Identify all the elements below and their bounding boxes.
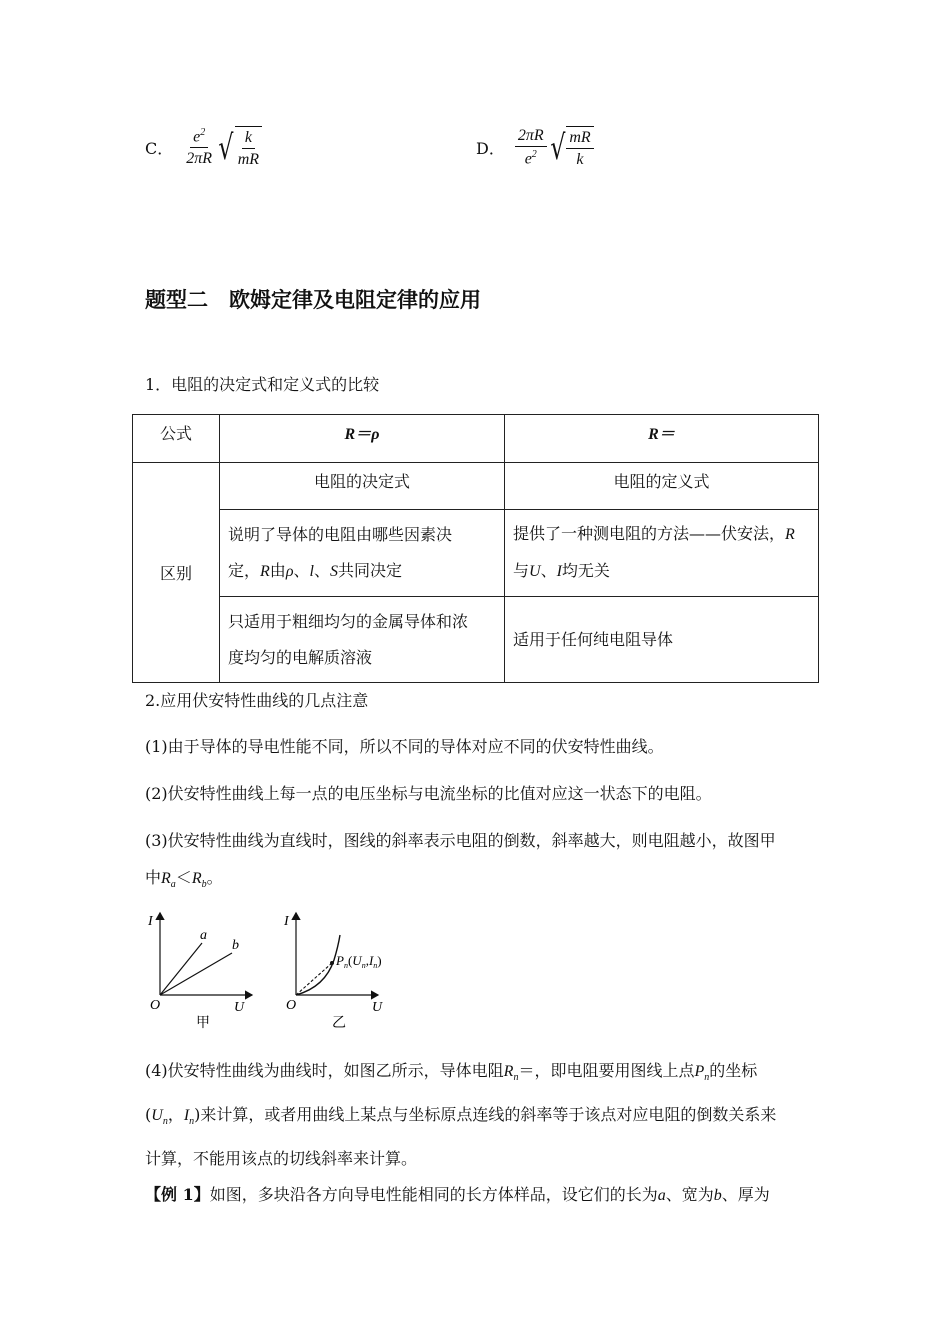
option-c xyxy=(145,126,262,169)
table-cell-decision-scope: 只适用于粗细均匀的金属导体和浓 度均匀的电解质溶液 xyxy=(220,597,505,683)
line-b xyxy=(160,953,232,995)
option-c-sqrt-num: k xyxy=(242,129,255,149)
item1-title: 1．电阻的决定式和定义式的比较 xyxy=(145,375,380,394)
option-d-den-exp: 2 xyxy=(531,148,537,160)
option-c-fraction xyxy=(183,127,215,168)
option-c-label: C． xyxy=(145,139,174,158)
option-c-den: 2πR xyxy=(186,150,213,168)
option-d-den: e xyxy=(524,150,532,168)
option-d xyxy=(476,126,594,169)
label-a: a xyxy=(200,928,207,943)
item2-title: 2.应用伏安特性曲线的几点注意 xyxy=(145,691,369,710)
table-header-col1: R＝ρ xyxy=(220,415,505,463)
option-c-sqrt-den: mR xyxy=(237,151,260,168)
option-d-label: D． xyxy=(476,139,505,158)
table-cell-decision-desc: 说明了导体的电阻由哪些因素决 定，R由ρ、l、S共同决定 xyxy=(220,510,505,597)
option-d-sqrt-den: k xyxy=(576,151,584,168)
line-a xyxy=(160,943,202,995)
right-y-label: I xyxy=(284,914,289,929)
example-1: 【例 1】如图，多块沿各方向导电性能相同的长方体样品，设它们的长为a、宽为b、厚为 xyxy=(145,1185,770,1204)
iv-curve xyxy=(296,935,340,995)
right-caption: 乙 xyxy=(332,1015,346,1031)
right-origin: O xyxy=(286,998,297,1013)
table-cell-definition-scope: 适用于任何纯电阻导体 xyxy=(505,597,819,683)
table-cell-definition-desc: 提供了一种测电阻的方法——伏安法，R 与U、I均无关 xyxy=(505,510,819,597)
point-pn xyxy=(330,961,334,965)
paragraph-2: (2)伏安特性曲线上每一点的电压坐标与电流坐标的比值对应这一状态下的电阻。 xyxy=(145,784,712,803)
option-d-sqrt-num: mR xyxy=(566,129,593,149)
point-label: $P_n(U_n,I_n)$ xyxy=(336,953,382,970)
left-x-label: U xyxy=(234,1000,245,1015)
option-d-sqrt: √ $\frac{mR}{k}$ xyxy=(547,126,594,169)
paragraph-3: (3)伏安特性曲线为直线时，图线的斜率表示电阻的倒数，斜率越大，则电阻越小，故图甲 中$R_a<R_b$。 xyxy=(145,831,776,891)
section-title: 题型二 欧姆定律及电阻定律的应用 xyxy=(145,288,481,312)
left-caption: 甲 xyxy=(196,1015,210,1031)
table-row-label: 区别 xyxy=(133,463,220,683)
iv-curve-figure xyxy=(140,905,420,1040)
option-d-num: 2πR xyxy=(515,127,547,147)
paragraph-1: (1)由于导体的导电性能不同，所以不同的导体对应不同的伏安特性曲线。 xyxy=(145,737,664,756)
paragraph-4: (4)伏安特性曲线为曲线时，如图乙所示，导体电阻$R_n=$，即电阻要用图线上点$P_n$的坐标 ($U_n$，$I_n$)来计算，或者用曲线上某点与坐标原点连线的斜率等于该点对应电阻的倒数关系来 计算，不能用该点的切线斜率来计算。 xyxy=(145,1061,777,1169)
left-y-label: I xyxy=(148,914,153,929)
secant-line xyxy=(296,963,332,995)
label-b: b xyxy=(232,938,239,953)
left-origin: O xyxy=(150,998,161,1013)
option-c-num: e xyxy=(193,128,201,146)
table-header-formula: 公式 xyxy=(133,415,220,463)
right-x-label: U xyxy=(372,1000,383,1015)
table-subheader-col2: 电阻的定义式 xyxy=(505,463,819,510)
table-subheader-col1: 电阻的决定式 xyxy=(220,463,505,510)
option-c-sqrt: √ $\frac{k}{mR}$ xyxy=(215,126,262,169)
option-d-fraction xyxy=(515,127,547,168)
example-tag: 【例 1】 xyxy=(145,1185,210,1204)
comparison-table xyxy=(132,414,819,683)
option-c-num-exp: 2 xyxy=(200,126,206,138)
table-header-col2: R＝ xyxy=(505,415,819,463)
